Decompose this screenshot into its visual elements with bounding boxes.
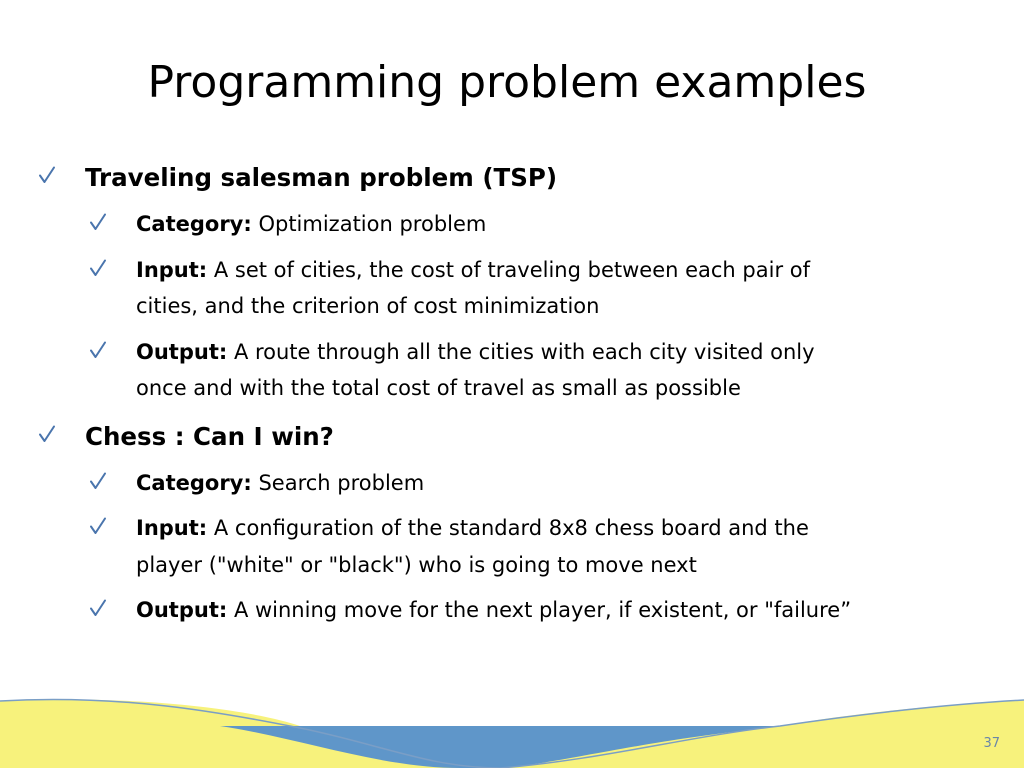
- tsp-category: [136, 206, 486, 243]
- chess-input-continued: player ("white" or "black") who is going to move next: [136, 553, 697, 577]
- checkmark-icon: [89, 340, 107, 360]
- tsp-category-label: Category:: [136, 212, 252, 236]
- chess-input-label: Input:: [136, 516, 208, 540]
- checkmark-icon: [89, 516, 107, 536]
- tsp-input-text-1: A set of cities, the cost of traveling between each pair of: [207, 258, 811, 282]
- chess-input-text-1: A configuration of the standard 8x8 chess board and the: [207, 516, 809, 540]
- chess-heading: Chess : Can I win?: [85, 422, 334, 451]
- checkmark-icon: [38, 165, 56, 185]
- chess-output-label: Output:: [136, 598, 228, 622]
- checkmark-icon: [38, 424, 56, 444]
- page-number: 37: [983, 736, 1000, 751]
- tsp-input-continued: cities, and the criterion of cost minimization: [136, 294, 600, 318]
- tsp-output: [136, 334, 815, 371]
- tsp-output-label: Output:: [136, 340, 228, 364]
- chess-category-text: Search problem: [251, 471, 425, 495]
- chess-output: [136, 592, 851, 629]
- tsp-category-text: Optimization problem: [251, 212, 487, 236]
- tsp-output-continued: once and with the total cost of travel as small as possible: [136, 376, 741, 400]
- chess-category: [136, 465, 424, 502]
- chess-category-label: Category:: [136, 471, 252, 495]
- checkmark-icon: [89, 471, 107, 491]
- slide-title: Programming problem examples: [147, 57, 867, 108]
- footer-wave: [0, 690, 1024, 768]
- checkmark-icon: [89, 598, 107, 618]
- tsp-input: [136, 252, 810, 289]
- tsp-heading: Traveling salesman problem (TSP): [85, 163, 558, 192]
- wave-graphic: [0, 690, 1024, 768]
- tsp-output-text-1: A route through all the cities with each city visited only: [227, 340, 815, 364]
- checkmark-icon: [89, 258, 107, 278]
- chess-output-text-1: A winning move for the next player, if existent, or "failure”: [227, 598, 852, 622]
- tsp-input-label: Input:: [136, 258, 208, 282]
- checkmark-icon: [89, 212, 107, 232]
- chess-input: [136, 510, 809, 547]
